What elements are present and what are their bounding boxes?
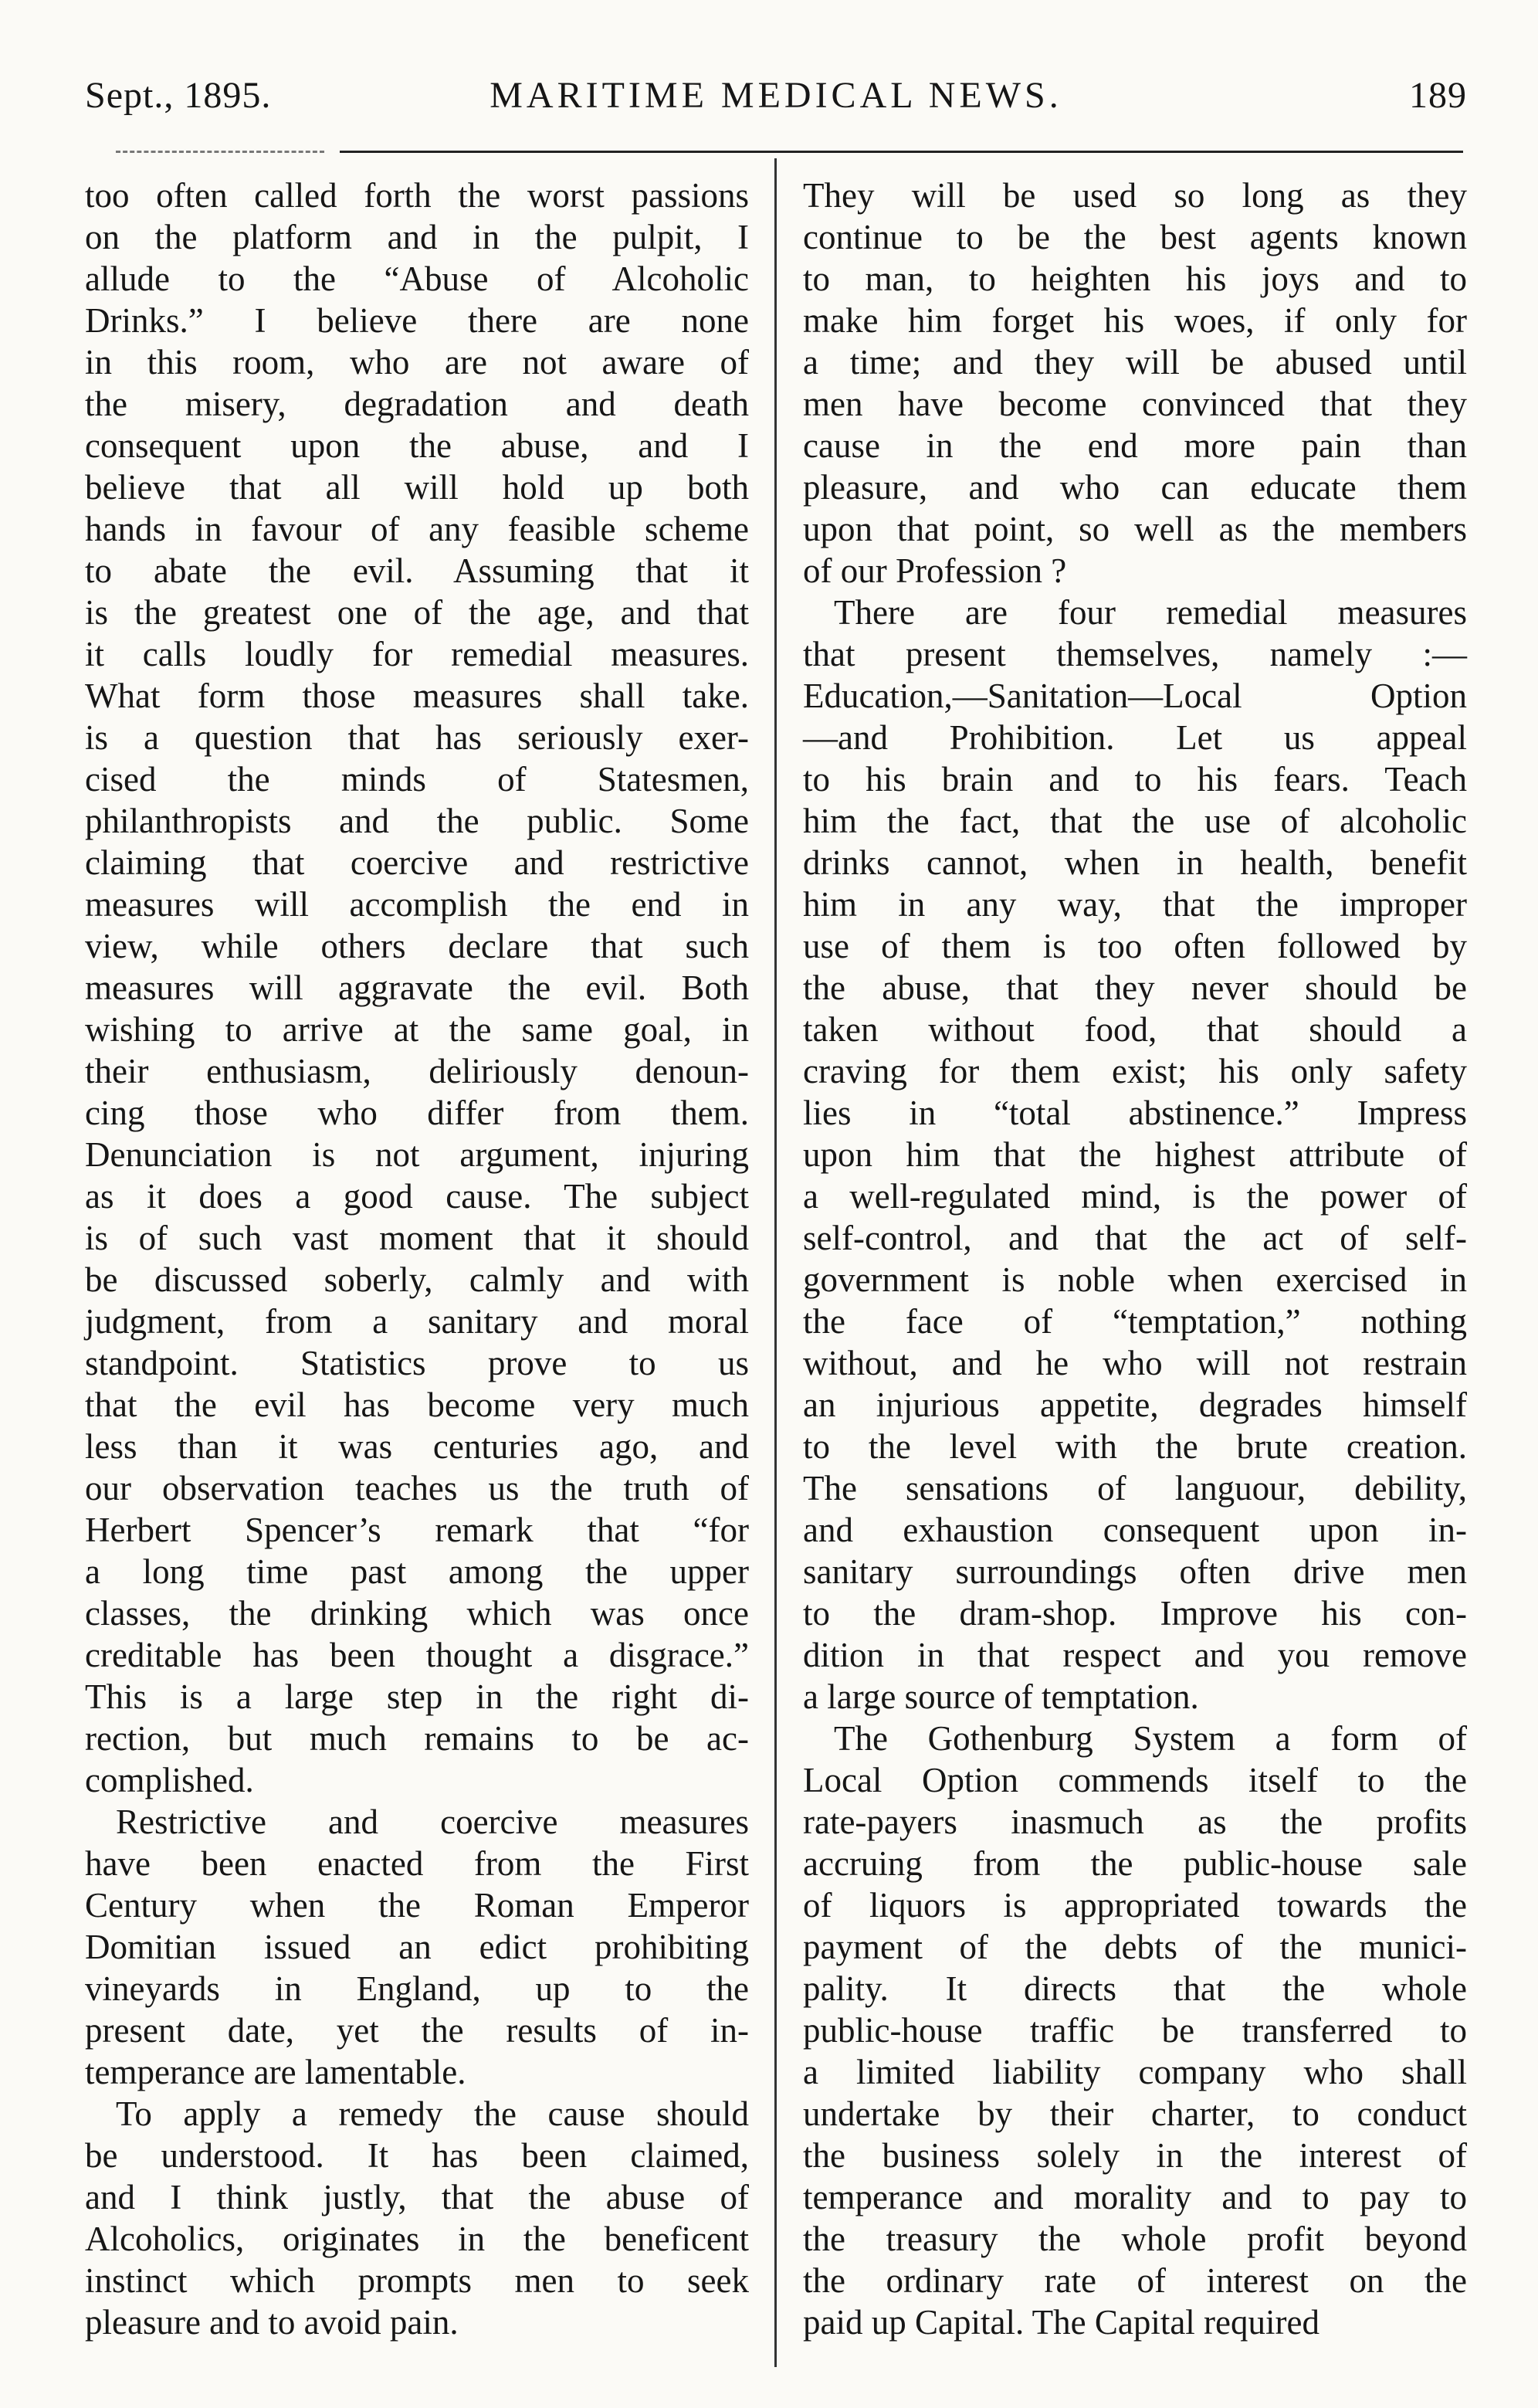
page-header: [85, 74, 1467, 128]
text-line: their enthusiasm, deliriously denoun-: [85, 1052, 749, 1090]
text-line: temperance are lamentable.: [85, 2053, 466, 2091]
text-line: public-house traffic be transferred to: [803, 2011, 1467, 2050]
text-line: Drinks.” I believe there are none: [85, 301, 749, 340]
text-line: continue to be the best agents known: [803, 218, 1467, 256]
text-line: is the greatest one of the age, and that: [85, 593, 749, 632]
issue-date: Sept., 1895.: [85, 75, 272, 116]
text-line: sanitary surroundings often drive men: [803, 1552, 1467, 1591]
text-line: paid up Capital. The Capital required: [803, 2303, 1319, 2342]
text-line: dition in that respect and you remove: [803, 1636, 1467, 1674]
text-line: The Gothenburg System a form of: [834, 1719, 1467, 1758]
text-line: and exhaustion consequent upon in-: [803, 1511, 1467, 1549]
text-line: men have become convinced that they: [803, 385, 1467, 423]
text-line: Denunciation is not argument, injuring: [85, 1135, 749, 1174]
text-line: cing those who differ from them.: [85, 1094, 749, 1132]
text-line: They will be used so long as they: [803, 176, 1467, 215]
text-line: lies in “total abstinence.” Impress: [803, 1094, 1467, 1132]
text-line: judgment, from a sanitary and moral: [85, 1302, 749, 1341]
text-line: a large source of temptation.: [803, 1677, 1199, 1716]
text-line: a limited liability company who shall: [803, 2053, 1467, 2091]
text-line: The sensations of languour, debility,: [803, 1469, 1467, 1508]
text-line: the misery, degradation and death: [85, 385, 749, 423]
text-line: the business solely in the interest of: [803, 2136, 1467, 2175]
page-number: 189: [1409, 75, 1467, 116]
text-line: the face of “temptation,” nothing: [803, 1302, 1467, 1341]
text-line: upon him that the highest attribute of: [803, 1135, 1467, 1174]
text-line: complished.: [85, 1761, 254, 1799]
text-line: allude to the “Abuse of Alcoholic: [85, 259, 749, 298]
text-line: cause in the end more pain than: [803, 426, 1467, 465]
text-line: philanthropists and the public. Some: [85, 802, 749, 840]
text-line: hands in favour of any feasible scheme: [85, 510, 749, 548]
left-column: [85, 175, 749, 2376]
text-line: to abate the evil. Assuming that it: [85, 551, 749, 590]
text-line: is of such vast moment that it should: [85, 1219, 749, 1257]
text-line: There are four remedial measures: [834, 593, 1467, 632]
text-line: drinks cannot, when in health, benefit: [803, 843, 1467, 882]
text-line: believe that all will hold up both: [85, 468, 749, 507]
text-line: that the evil has become very much: [85, 1385, 749, 1424]
text-line: a time; and they will be abused until: [803, 343, 1467, 382]
text-line: in this room, who are not aware of: [85, 343, 749, 382]
text-line: vineyards in England, up to the: [85, 1969, 749, 2008]
text-line: measures will aggravate the evil. Both: [85, 968, 749, 1007]
text-line: to the dram-shop. Improve his con-: [803, 1594, 1467, 1633]
text-line: without, and he who will not restrain: [803, 1344, 1467, 1382]
text-line: craving for them exist; his only safety: [803, 1052, 1467, 1090]
text-line: of our Profession ?: [803, 551, 1067, 590]
text-line: classes, the drinking which was once: [85, 1594, 749, 1633]
text-line: to his brain and to his fears. Teach: [803, 760, 1467, 799]
text-line: claiming that coercive and restrictive: [85, 843, 749, 882]
text-line: pleasure and to avoid pain.: [85, 2303, 459, 2342]
text-line: Education,—Sanitation—Local Option: [803, 677, 1467, 715]
text-line: pality. It directs that the whole: [803, 1969, 1467, 2008]
text-line: accruing from the public-house sale: [803, 1844, 1467, 1883]
text-line: Domitian issued an edict prohibiting: [85, 1928, 749, 1966]
text-line: taken without food, that should a: [803, 1010, 1467, 1049]
text-line: Local Option commends itself to the: [803, 1761, 1467, 1799]
text-line: temperance and morality and to pay to: [803, 2178, 1467, 2216]
text-line: the treasury the whole profit beyond: [803, 2220, 1467, 2258]
text-line: This is a large step in the right di-: [85, 1677, 749, 1716]
text-line: less than it was centuries ago, and: [85, 1427, 749, 1466]
text-line: too often called forth the worst passions: [85, 176, 749, 215]
text-line: consequent upon the abuse, and I: [85, 426, 749, 465]
text-line: a long time past among the upper: [85, 1552, 749, 1591]
text-line: —and Prohibition. Let us appeal: [803, 718, 1467, 757]
header-rule-dashed: [116, 151, 324, 153]
right-column: [803, 175, 1467, 2376]
text-line: it calls loudly for remedial measures.: [85, 635, 749, 673]
text-line: and I think justly, that the abuse of: [85, 2178, 749, 2216]
text-line: Restrictive and coercive measures: [116, 1803, 749, 1841]
text-line: view, while others declare that such: [85, 927, 749, 965]
text-line: be discussed soberly, calmly and with: [85, 1260, 749, 1299]
text-line: that present themselves, namely :—: [803, 635, 1467, 673]
text-line: him in any way, that the improper: [803, 885, 1467, 924]
text-line: self-control, and that the act of self-: [803, 1219, 1467, 1257]
text-line: What form those measures shall take.: [85, 677, 749, 715]
text-line: on the platform and in the pulpit, I: [85, 218, 749, 256]
text-line: instinct which prompts men to seek: [85, 2261, 749, 2300]
text-line: undertake by their charter, to conduct: [803, 2094, 1467, 2133]
text-line: cised the minds of Statesmen,: [85, 760, 749, 799]
text-line: Alcoholics, originates in the beneficent: [85, 2220, 749, 2258]
text-line: as it does a good cause. The subject: [85, 1177, 749, 1216]
text-line: present date, yet the results of in-: [85, 2011, 749, 2050]
text-line: measures will accomplish the end in: [85, 885, 749, 924]
text-line: to man, to heighten his joys and to: [803, 259, 1467, 298]
text-line: Herbert Spencer’s remark that “for: [85, 1511, 749, 1549]
text-line: standpoint. Statistics prove to us: [85, 1344, 749, 1382]
text-line: To apply a remedy the cause should: [116, 2094, 749, 2133]
column-divider: [774, 158, 777, 2367]
text-line: a well-regulated mind, is the power of: [803, 1177, 1467, 1216]
text-line: make him forget his woes, if only for: [803, 301, 1467, 340]
text-line: payment of the debts of the munici-: [803, 1928, 1467, 1966]
text-line: use of them is too often followed by: [803, 927, 1467, 965]
text-line: pleasure, and who can educate them: [803, 468, 1467, 507]
text-line: is a question that has seriously exer-: [85, 718, 749, 757]
text-line: rection, but much remains to be ac-: [85, 1719, 749, 1758]
journal-title: MARITIME MEDICAL NEWS.: [490, 75, 1062, 116]
text-line: be understood. It has been claimed,: [85, 2136, 749, 2175]
text-line: to the level with the brute creation.: [803, 1427, 1467, 1466]
text-line: wishing to arrive at the same goal, in: [85, 1010, 749, 1049]
text-line: upon that point, so well as the members: [803, 510, 1467, 548]
text-line: Century when the Roman Emperor: [85, 1886, 749, 1925]
text-line: the ordinary rate of interest on the: [803, 2261, 1467, 2300]
text-line: the abuse, that they never should be: [803, 968, 1467, 1007]
text-line: government is noble when exercised in: [803, 1260, 1467, 1299]
text-line: our observation teaches us the truth of: [85, 1469, 749, 1508]
text-line: creditable has been thought a disgrace.”: [85, 1636, 749, 1674]
text-line: rate-payers inasmuch as the profits: [803, 1803, 1467, 1841]
text-line: an injurious appetite, degrades himself: [803, 1385, 1467, 1424]
header-rule: [340, 151, 1463, 153]
text-line: of liquors is appropriated towards the: [803, 1886, 1467, 1925]
text-line: him the fact, that the use of alcoholic: [803, 802, 1467, 840]
text-line: have been enacted from the First: [85, 1844, 749, 1883]
